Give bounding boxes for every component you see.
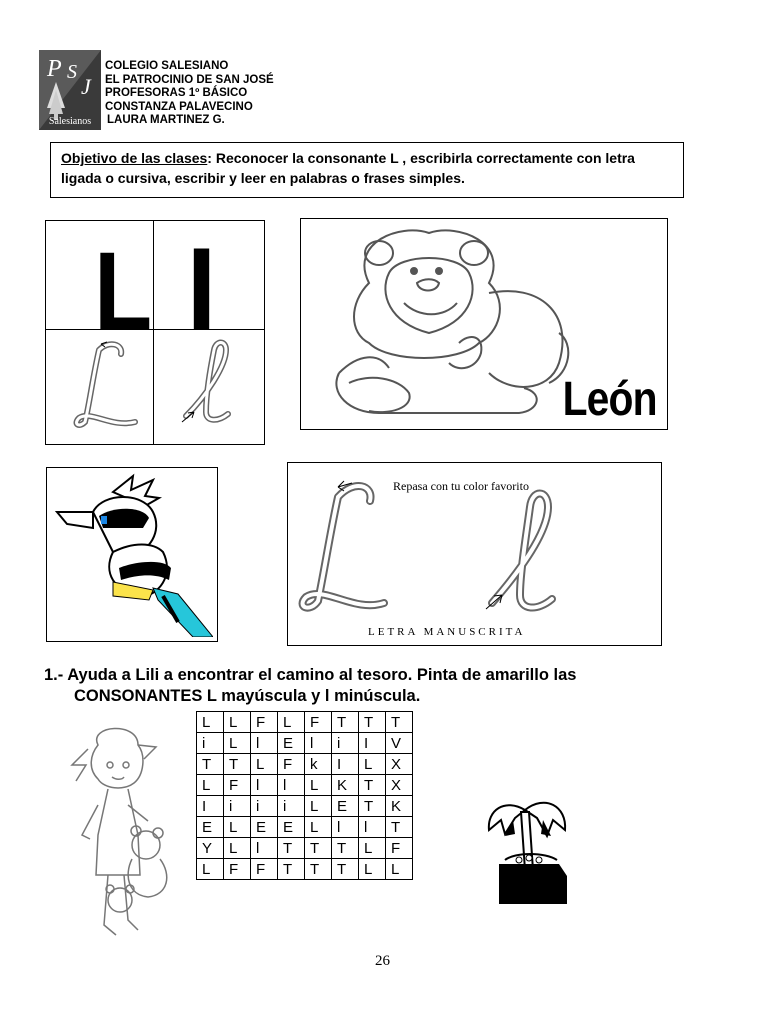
objective-text: : Reconocer la consonante L , escribirla correctamente con letra ligada o cursiva, escribir y leer en palabras o frases simples. bbox=[61, 150, 635, 186]
grid-cell[interactable]: l bbox=[305, 733, 332, 754]
grid-cell[interactable]: X bbox=[386, 754, 413, 775]
cursive-uppercase-l-icon bbox=[71, 336, 141, 436]
trace-uppercase-l-icon bbox=[294, 473, 394, 623]
bird-picture-box bbox=[46, 467, 218, 642]
school-header bbox=[105, 60, 274, 128]
grid-cell[interactable]: I bbox=[197, 796, 224, 817]
grid-cell[interactable]: i bbox=[332, 733, 359, 754]
svg-text:S: S bbox=[67, 61, 77, 83]
grid-cell[interactable]: T bbox=[278, 859, 305, 880]
grid-cell[interactable]: L bbox=[224, 733, 251, 754]
grid-cell[interactable]: F bbox=[278, 754, 305, 775]
letter-maze-grid bbox=[196, 711, 413, 880]
grid-cell[interactable]: L bbox=[197, 712, 224, 733]
grid-cell[interactable]: X bbox=[386, 775, 413, 796]
grid-cell[interactable]: L bbox=[197, 859, 224, 880]
grid-cell[interactable]: l bbox=[359, 817, 386, 838]
letters-box bbox=[45, 220, 265, 445]
grid-cell[interactable]: L bbox=[359, 838, 386, 859]
grid-cell[interactable]: T bbox=[386, 817, 413, 838]
grid-cell[interactable]: L bbox=[386, 859, 413, 880]
exercise-line-1: 1.- Ayuda a Lili a encontrar el camino al tesoro. Pinta de amarillo las bbox=[44, 666, 577, 684]
grid-cell[interactable]: E bbox=[278, 733, 305, 754]
treasure-palm-icon bbox=[485, 790, 570, 905]
svg-text:J: J bbox=[81, 74, 91, 99]
grid-cell[interactable]: i bbox=[251, 796, 278, 817]
grid-cell[interactable]: l bbox=[332, 817, 359, 838]
grid-cell[interactable]: E bbox=[278, 817, 305, 838]
grid-cell[interactable]: l bbox=[278, 775, 305, 796]
trace-instruction: Repasa con tu color favorito bbox=[393, 479, 529, 493]
grid-cell[interactable]: L bbox=[305, 796, 332, 817]
grid-cell[interactable]: F bbox=[251, 859, 278, 880]
grid-cell[interactable]: T bbox=[332, 859, 359, 880]
grid-cell[interactable]: T bbox=[359, 775, 386, 796]
grid-cell[interactable]: L bbox=[197, 775, 224, 796]
grid-cell[interactable]: E bbox=[197, 817, 224, 838]
grid-row bbox=[197, 775, 413, 796]
grid-row bbox=[197, 838, 413, 859]
grid-cell[interactable]: T bbox=[332, 712, 359, 733]
grid-cell[interactable]: L bbox=[305, 817, 332, 838]
header-line: EL PATROCINIO DE SAN JOSÉ bbox=[105, 73, 274, 86]
exercise-title bbox=[44, 665, 576, 707]
grid-cell[interactable]: L bbox=[224, 817, 251, 838]
grid-cell[interactable]: T bbox=[305, 859, 332, 880]
cursive-caption: LETRA MANUSCRITA bbox=[368, 626, 526, 638]
grid-cell[interactable]: L bbox=[224, 838, 251, 859]
grid-cell[interactable]: l bbox=[251, 775, 278, 796]
print-lowercase-letter: l bbox=[186, 229, 218, 354]
header-line: LAURA MARTINEZ G. bbox=[107, 114, 225, 126]
header-line: PROFESORAS 1º BÁSICO bbox=[105, 87, 248, 99]
grid-cell[interactable]: T bbox=[359, 712, 386, 733]
grid-cell[interactable]: T bbox=[197, 754, 224, 775]
logo-caption: Salesianos bbox=[48, 116, 92, 127]
grid-cell[interactable]: k bbox=[305, 754, 332, 775]
grid-row bbox=[197, 817, 413, 838]
grid-cell[interactable]: E bbox=[332, 796, 359, 817]
grid-cell[interactable]: L bbox=[251, 754, 278, 775]
exercise-line-2: CONSONANTES L mayúscula y l minúscula. bbox=[74, 687, 421, 705]
grid-cell[interactable]: L bbox=[224, 712, 251, 733]
grid-row bbox=[197, 733, 413, 754]
lion-word: León bbox=[562, 373, 657, 426]
divider bbox=[153, 221, 154, 444]
trace-lowercase-l-icon bbox=[478, 483, 568, 623]
grid-cell[interactable]: F bbox=[386, 838, 413, 859]
grid-cell[interactable]: Y bbox=[197, 838, 224, 859]
grid-cell[interactable]: L bbox=[359, 859, 386, 880]
header-line: CONSTANZA PALAVECINO bbox=[105, 100, 253, 113]
grid-cell[interactable]: T bbox=[224, 754, 251, 775]
grid-row bbox=[197, 754, 413, 775]
grid-cell[interactable]: F bbox=[224, 859, 251, 880]
print-uppercase-letter: L bbox=[94, 229, 153, 354]
grid-cell[interactable]: V bbox=[386, 733, 413, 754]
grid-cell[interactable]: i bbox=[197, 733, 224, 754]
objective-label: Objetivo de las clases bbox=[61, 150, 208, 166]
grid-cell[interactable]: T bbox=[305, 838, 332, 859]
grid-cell[interactable]: E bbox=[251, 817, 278, 838]
grid-cell[interactable]: l bbox=[251, 838, 278, 859]
page-number: 26 bbox=[375, 953, 390, 969]
svg-text:P: P bbox=[47, 56, 62, 82]
grid-cell[interactable]: K bbox=[332, 775, 359, 796]
grid-cell[interactable]: L bbox=[278, 712, 305, 733]
grid-cell[interactable]: T bbox=[386, 712, 413, 733]
grid-cell[interactable]: T bbox=[332, 838, 359, 859]
grid-cell[interactable]: F bbox=[251, 712, 278, 733]
girl-with-teddy-icon bbox=[68, 725, 178, 940]
cursive-practice-box bbox=[287, 462, 662, 646]
objective-box bbox=[50, 142, 684, 198]
divider bbox=[46, 329, 264, 330]
grid-cell[interactable]: l bbox=[251, 733, 278, 754]
grid-cell[interactable]: i bbox=[278, 796, 305, 817]
grid-cell[interactable]: I bbox=[332, 754, 359, 775]
cursive-lowercase-l-icon bbox=[176, 336, 246, 436]
grid-cell[interactable]: i bbox=[224, 796, 251, 817]
lion-picture-box bbox=[300, 218, 668, 430]
bird-illustration-icon bbox=[53, 472, 213, 637]
grid-cell[interactable]: T bbox=[278, 838, 305, 859]
grid-cell[interactable]: L bbox=[359, 754, 386, 775]
grid-cell[interactable]: F bbox=[224, 775, 251, 796]
school-logo bbox=[39, 50, 101, 130]
grid-row bbox=[197, 796, 413, 817]
grid-cell[interactable]: F bbox=[305, 712, 332, 733]
lion-illustration-icon bbox=[309, 223, 579, 423]
grid-row bbox=[197, 712, 413, 733]
grid-cell[interactable]: L bbox=[305, 775, 332, 796]
grid-cell[interactable]: T bbox=[359, 796, 386, 817]
header-line: COLEGIO SALESIANO bbox=[105, 60, 229, 72]
grid-cell[interactable]: K bbox=[386, 796, 413, 817]
grid-cell[interactable]: I bbox=[359, 733, 386, 754]
grid-row bbox=[197, 859, 413, 880]
